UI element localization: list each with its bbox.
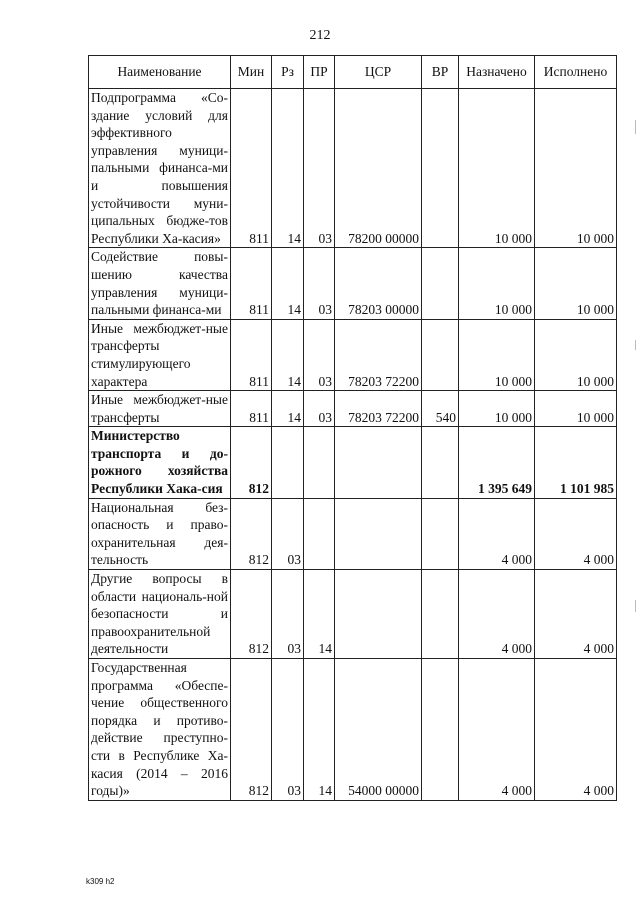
- row-pr: [304, 427, 335, 498]
- row-assigned: 10 000: [459, 89, 535, 248]
- row-vr: [422, 659, 459, 801]
- row-csr: [335, 498, 422, 569]
- header-csr: ЦСР: [335, 56, 422, 89]
- row-min: 812: [231, 659, 272, 801]
- row-name: Иные межбюджет-ные трансферты: [89, 391, 231, 427]
- row-executed: 10 000: [535, 319, 617, 390]
- row-executed: 10 000: [535, 248, 617, 319]
- row-pr: 03: [304, 319, 335, 390]
- row-rz: 14: [272, 248, 304, 319]
- row-vr: 540: [422, 391, 459, 427]
- row-vr: [422, 570, 459, 659]
- row-rz: 14: [272, 319, 304, 390]
- row-pr: [304, 498, 335, 569]
- page-number: 212: [309, 28, 331, 43]
- row-csr: [335, 570, 422, 659]
- row-name: Национальная без-опасность и право-охранительная дея-тельность: [89, 498, 231, 569]
- table-row: [89, 319, 617, 390]
- row-name: Подпрограмма «Со-здание условий для эффективного управления муници-пальными финанса-ми и повышения устойчивости муни-ципальных бюдже-тов Республики Ха-касия»: [89, 89, 231, 248]
- row-rz: 14: [272, 89, 304, 248]
- row-min: 812: [231, 498, 272, 569]
- row-vr: [422, 427, 459, 498]
- table-row: [89, 427, 617, 498]
- row-rz: 03: [272, 570, 304, 659]
- row-min: 811: [231, 248, 272, 319]
- row-vr: [422, 89, 459, 248]
- row-pr: 14: [304, 570, 335, 659]
- budget-table: [88, 55, 617, 801]
- row-executed: 10 000: [535, 391, 617, 427]
- header-rz: Рз: [272, 56, 304, 89]
- row-executed: 1 101 985: [535, 427, 617, 498]
- table-row: [89, 570, 617, 659]
- header-assigned: Назначено: [459, 56, 535, 89]
- row-min: 812: [231, 570, 272, 659]
- row-name: Содействие повы-шению качества управления муници-пальными финанса-ми: [89, 248, 231, 319]
- table-row: [89, 498, 617, 569]
- row-executed: 4 000: [535, 659, 617, 801]
- row-rz: 03: [272, 498, 304, 569]
- scan-edge-mark: [635, 600, 636, 612]
- header-executed: Исполнено: [535, 56, 617, 89]
- row-pr: 03: [304, 89, 335, 248]
- table-row: [89, 89, 617, 248]
- row-min: 812: [231, 427, 272, 498]
- scan-edge-mark: [635, 340, 636, 350]
- row-assigned: 10 000: [459, 248, 535, 319]
- header-vr: ВР: [422, 56, 459, 89]
- footer-code: k309 h2: [86, 877, 115, 886]
- table-row: [89, 248, 617, 319]
- row-name: Министерство транспорта и до-рожного хозяйства Республики Хака-сия: [89, 427, 231, 498]
- header-name: Наименование: [89, 56, 231, 89]
- row-assigned: 1 395 649: [459, 427, 535, 498]
- row-csr: 54000 00000: [335, 659, 422, 801]
- row-executed: 4 000: [535, 570, 617, 659]
- table-row: [89, 391, 617, 427]
- row-csr: 78203 72200: [335, 391, 422, 427]
- row-assigned: 10 000: [459, 391, 535, 427]
- row-min: 811: [231, 391, 272, 427]
- row-rz: [272, 427, 304, 498]
- row-csr: 78200 00000: [335, 89, 422, 248]
- row-pr: 14: [304, 659, 335, 801]
- row-assigned: 4 000: [459, 498, 535, 569]
- row-assigned: 4 000: [459, 570, 535, 659]
- row-pr: 03: [304, 391, 335, 427]
- row-csr: [335, 427, 422, 498]
- scan-edge-mark: [635, 120, 636, 134]
- row-rz: 03: [272, 659, 304, 801]
- row-name: Иные межбюджет-ные трансферты стимулирующего характера: [89, 319, 231, 390]
- row-rz: 14: [272, 391, 304, 427]
- header-pr: ПР: [304, 56, 335, 89]
- row-csr: 78203 00000: [335, 248, 422, 319]
- row-vr: [422, 248, 459, 319]
- table-header-row: [89, 56, 617, 89]
- row-min: 811: [231, 319, 272, 390]
- row-name: Государственная программа «Обеспе-чение общественного порядка и противо-действие преступно-сти в Республике Ха-касия (2014 – 2016 годы)»: [89, 659, 231, 801]
- row-assigned: 10 000: [459, 319, 535, 390]
- row-pr: 03: [304, 248, 335, 319]
- header-min: Мин: [231, 56, 272, 89]
- row-assigned: 4 000: [459, 659, 535, 801]
- row-name: Другие вопросы в области националь-ной безопасности и правоохранительной деятельности: [89, 570, 231, 659]
- row-csr: 78203 72200: [335, 319, 422, 390]
- row-vr: [422, 319, 459, 390]
- row-min: 811: [231, 89, 272, 248]
- row-executed: 4 000: [535, 498, 617, 569]
- row-executed: 10 000: [535, 89, 617, 248]
- table-row: [89, 659, 617, 801]
- row-vr: [422, 498, 459, 569]
